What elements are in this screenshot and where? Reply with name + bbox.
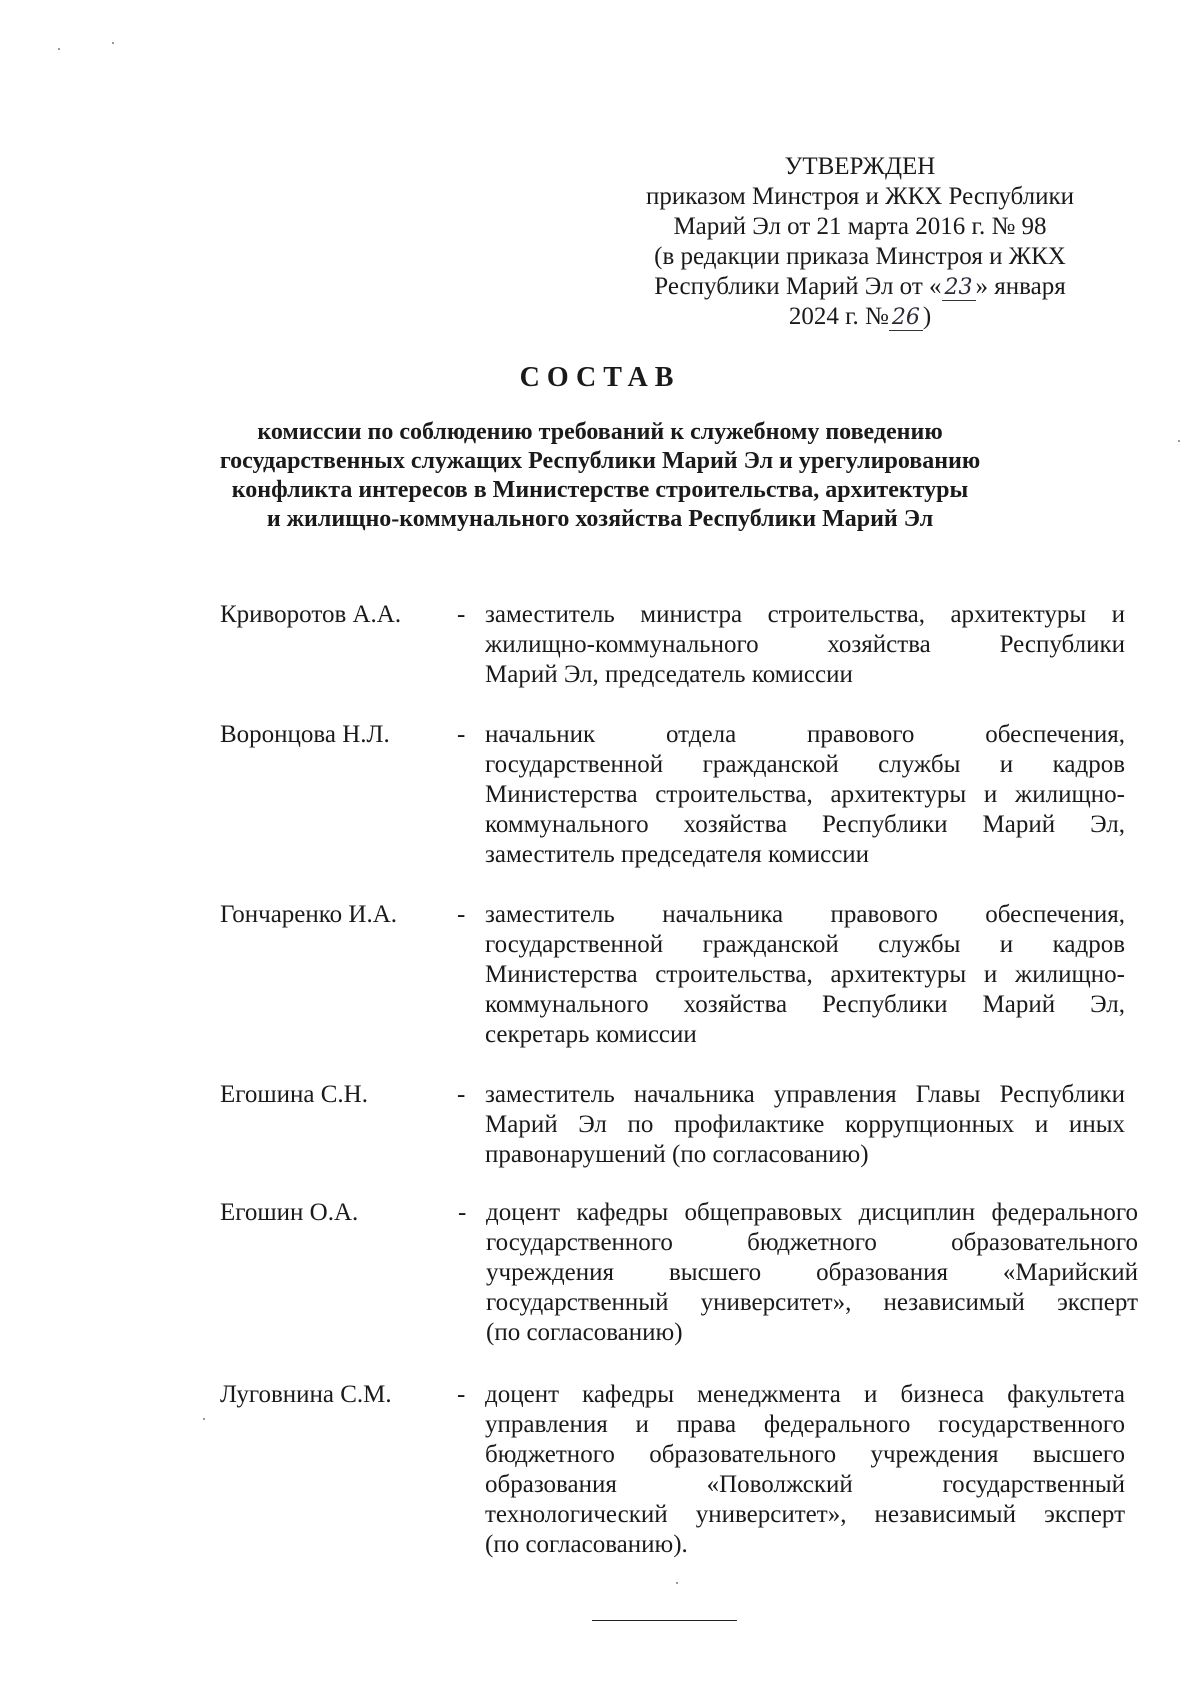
approval-line: приказом Минстроя и ЖКХ Республики: [646, 183, 1074, 210]
member-dash: -: [457, 1081, 466, 1108]
description-line: коммунального хозяйства Республики Марий Эл,: [485, 811, 1125, 838]
member-dash: -: [457, 1381, 466, 1408]
description-line: доцент кафедры менеджмента и бизнеса факультета: [485, 1381, 1125, 1408]
member-dash: -: [457, 601, 466, 628]
description-line: заместитель председателя комиссии: [485, 841, 870, 868]
description-line: (по согласованию): [486, 1319, 683, 1346]
description-line: заместитель начальника правового обеспечения,: [485, 901, 1125, 928]
member-description: [485, 1380, 1125, 1560]
description-line: заместитель начальника управления Главы Республики: [485, 1081, 1125, 1108]
approval-line: (в редакции приказа Минстроя и ЖКХ: [654, 243, 1066, 270]
description-line: государственной гражданской службы и кадров: [485, 751, 1125, 778]
member-description: [485, 1080, 1125, 1170]
handwritten-day: 23: [942, 276, 976, 301]
description-line: жилищно-коммунального хозяйства Республики: [485, 631, 1125, 658]
description-line: государственного бюджетного образовательного: [486, 1229, 1138, 1256]
subtitle-line: государственных служащих Республики Марий Эл и урегулированию: [219, 448, 981, 474]
scan-speck: [1178, 440, 1180, 442]
member-description: [486, 1198, 1138, 1348]
member-description: [485, 900, 1125, 1050]
member-dash: -: [457, 901, 466, 928]
member-description: [485, 720, 1125, 870]
subtitle-line: и жилищно-коммунального хозяйства Республики Марий Эл: [266, 506, 934, 532]
member-name: Луговнина С.М.: [220, 1381, 392, 1408]
approval-date-line: [620, 272, 1100, 302]
scan-speck: [203, 1418, 205, 1420]
member-dash: -: [457, 721, 466, 748]
description-line: технологический университет», независимый эксперт: [485, 1501, 1125, 1528]
subtitle-line: комиссии по соблюдению требований к служебному поведению: [257, 419, 943, 445]
member-name: Гончаренко И.А.: [220, 901, 398, 928]
member-name: Егошина С.Н.: [220, 1081, 368, 1108]
description-line: Марий Эл, председатель комиссии: [485, 661, 853, 688]
scan-speck: [112, 42, 114, 44]
description-line: управления и права федерального государственного: [485, 1411, 1125, 1438]
approval-line: Марий Эл от 21 марта 2016 г. № 98: [673, 213, 1047, 240]
approval-number-suffix: ): [922, 303, 932, 330]
description-line: правонарушений (по согласованию): [485, 1141, 869, 1168]
approval-stamp-block: [620, 152, 1100, 332]
description-line: заместитель министра строительства, архитектуры и: [485, 601, 1125, 628]
description-line: (по согласованию).: [485, 1531, 688, 1558]
handwritten-number: 26: [889, 306, 923, 331]
approval-date-prefix: Республики Марий Эл от «: [654, 273, 942, 300]
description-line: образования «Поволжский государственный: [485, 1471, 1125, 1498]
description-line: доцент кафедры общеправовых дисциплин федерального: [486, 1199, 1138, 1226]
scan-speck: [676, 1582, 678, 1584]
description-line: коммунального хозяйства Республики Марий Эл,: [485, 991, 1125, 1018]
description-line: государственный университет», независимый эксперт: [486, 1289, 1138, 1316]
description-line: начальник отдела правового обеспечения,: [485, 721, 1125, 748]
description-line: Министерства строительства, архитектуры и жилищно-: [485, 781, 1125, 808]
approval-date-suffix: » января: [975, 273, 1066, 300]
subtitle-line: конфликта интересов в Министерстве строительства, архитектуры: [231, 477, 969, 503]
description-line: Марий Эл по профилактике коррупционных и иных: [485, 1111, 1125, 1138]
document-subtitle: [130, 418, 1070, 534]
approval-number-line: [620, 302, 1100, 332]
member-name: Криворотов А.А.: [220, 601, 402, 628]
description-line: секретарь комиссии: [485, 1021, 697, 1048]
approval-heading: УТВЕРЖДЕН: [784, 153, 936, 180]
approval-number-prefix: 2024 г. №: [788, 303, 889, 330]
description-line: государственной гражданской службы и кадров: [485, 931, 1125, 958]
member-name: Егошин О.А.: [220, 1199, 359, 1226]
member-dash: -: [458, 1199, 467, 1226]
scan-speck: [58, 48, 60, 50]
document-title: СОСТАВ: [519, 362, 681, 393]
description-line: учреждения высшего образования «Марийский: [486, 1259, 1138, 1286]
end-of-document-rule: [592, 1620, 737, 1621]
member-description: [485, 600, 1125, 690]
member-name: Воронцова Н.Л.: [220, 721, 390, 748]
description-line: бюджетного образовательного учреждения высшего: [485, 1441, 1125, 1468]
description-line: Министерства строительства, архитектуры и жилищно-: [485, 961, 1125, 988]
